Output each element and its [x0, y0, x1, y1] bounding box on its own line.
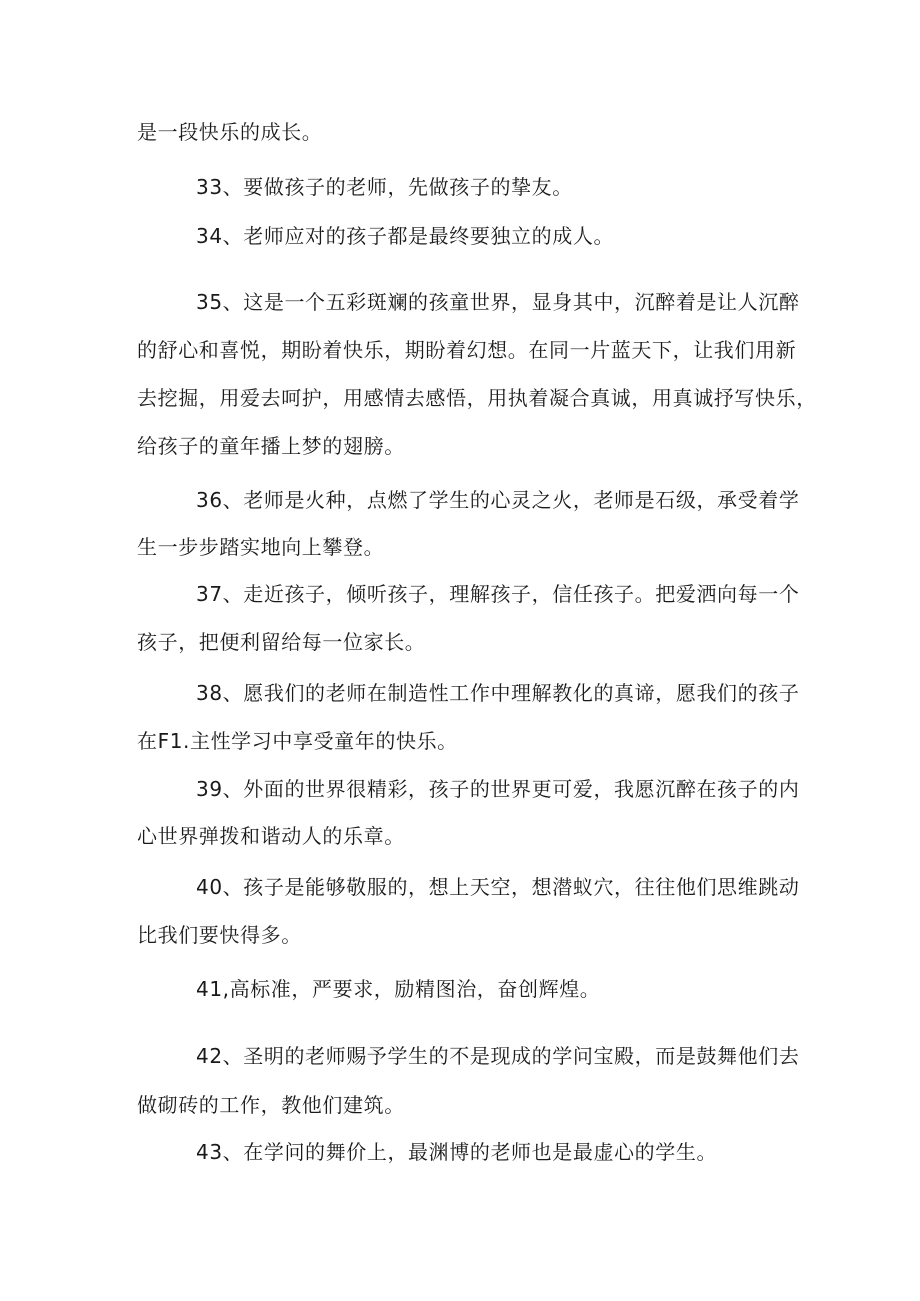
paragraph-33-line-1: 33、要做孩子的老师，先做孩子的挚友。	[196, 175, 573, 199]
paragraph-35-line-4: 给孩子的童年播上梦的翅膀。	[137, 434, 405, 458]
paragraph-40-line-2: 比我们要快得多。	[137, 923, 302, 947]
paragraph-34-line-1: 34、老师应对的孩子都是最终要独立的成人。	[196, 224, 615, 248]
paragraph-42-line-1: 42、圣明的老师赐予学生的不是现成的学问宝殿，而是鼓舞他们去	[196, 1044, 800, 1068]
paragraph-38-line-1: 38、愿我们的老师在制造性工作中理解教化的真谛，愿我们的孩子	[196, 681, 800, 705]
paragraph-42-line-2: 做砌砖的工作，教他们建筑。	[137, 1093, 405, 1117]
paragraph-36-line-1: 36、老师是火种，点燃了学生的心灵之火，老师是石级，承受着学	[196, 488, 800, 512]
paragraph-40-line-1: 40、孩子是能够敬服的，想上天空，想潜蚁穴，往往他们思维跳动	[196, 875, 800, 899]
paragraph-35-line-2: 的舒心和喜悦，期盼着快乐，期盼着幻想。在同一片蓝天下，让我们用新	[137, 338, 797, 362]
paragraph-43-line-1: 43、在学问的舞价上，最渊博的老师也是最虚心的学生。	[196, 1140, 718, 1164]
paragraph-37-line-1: 37、走近孩子，倾听孩子，理解孩子，信任孩子。把爱洒向每一个	[196, 582, 800, 606]
paragraph-39-line-1: 39、外面的世界很精彩，孩子的世界更可爱，我愿沉醉在孩子的内	[196, 777, 800, 801]
paragraph-37-line-2: 孩子，把便利留给每一位家长。	[137, 630, 426, 654]
paragraph-36-line-2: 生一步步踏实地向上攀登。	[137, 535, 385, 559]
paragraph-35-line-3: 去挖掘，用爱去呵护，用感情去感悟，用执着凝合真诚，用真诚抒写快乐，	[137, 386, 817, 410]
paragraph-38-line-2: 在F1.主性学习中享受童年的快乐。	[137, 729, 458, 753]
paragraph-32-line-1: 是一段快乐的成长。	[137, 120, 323, 144]
paragraph-35-line-1: 35、这是一个五彩斑斓的孩童世界，显身其中，沉醉着是让人沉醉	[196, 290, 800, 314]
paragraph-39-line-2: 心世界弹拨和谐动人的乐章。	[137, 824, 405, 848]
paragraph-41-line-1: 41,高标准，严要求，励精图治，奋创辉煌。	[196, 977, 601, 1001]
